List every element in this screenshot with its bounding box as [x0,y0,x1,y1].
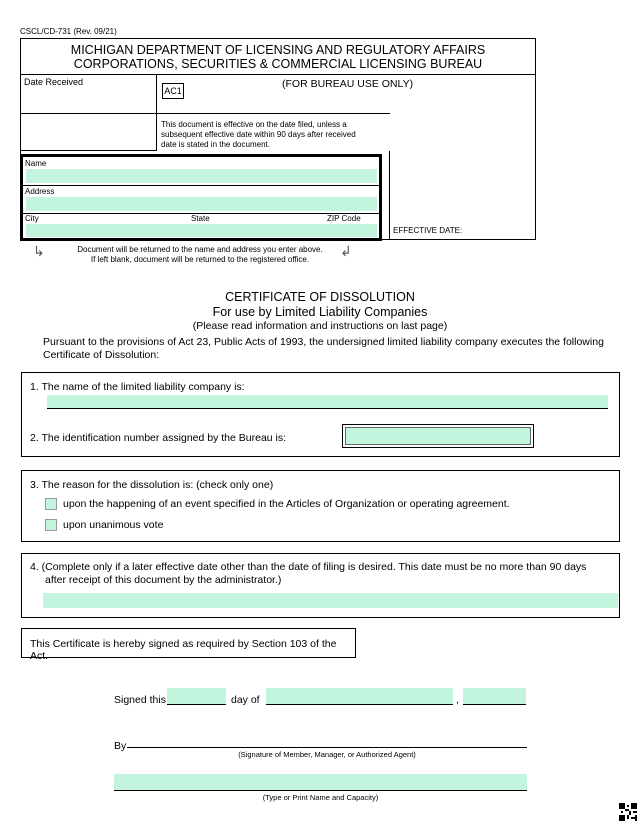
name-label: Name [25,159,47,168]
return-note-line: If left blank, document will be returned to the registered office. [90,255,310,264]
unanimous-vote-label: upon unanimous vote [63,519,164,531]
item-4-line: after receipt of this document by the administrator.) [45,574,282,586]
effective-date-label: EFFECTIVE DATE: [393,226,463,235]
day-input[interactable] [167,688,226,705]
year-input[interactable] [463,688,526,705]
address-label: Address [25,187,55,196]
instructions-note: (Please read information and instructions on last page) [192,320,448,332]
signature-line[interactable] [127,747,527,748]
intro-line: Certificate of Dissolution: [43,349,160,361]
signature-caption: (Signature of Member, Manager, or Authorized Agent) [238,750,416,759]
city-state-zip-input[interactable] [26,224,377,237]
item-3-label: 3. The reason for the dissolution is: (check only one) [30,479,274,491]
intro-line: Pursuant to the provisions of Act 23, Public Acts of 1993, the undersigned limited liability company executes the following [43,336,604,348]
effective-note-line: date is stated in the document. [161,140,270,149]
effective-note-line: subsequent effective date within 90 days after received [161,130,356,139]
print-name-input[interactable] [114,774,527,791]
by-label: By [114,740,127,752]
item-2-label: 2. The identification number assigned by the Bureau is: [30,432,287,444]
unanimous-vote-checkbox[interactable] [45,519,57,531]
print-name-caption: (Type or Print Name and Capacity) [262,793,379,802]
blank-bureau-cell [20,113,157,151]
company-name-input[interactable] [47,395,608,409]
header-line-1: MICHIGAN DEPARTMENT OF LICENSING AND REGULATORY AFFAIRS [70,43,486,57]
signed-this-label: Signed this [114,694,166,706]
header-line-2: CORPORATIONS, SECURITIES & COMMERCIAL LICENSING BUREAU [73,57,483,71]
date-received-cell [20,74,157,114]
city-label: City [25,214,39,223]
address-block [20,154,382,241]
divider [157,113,390,114]
later-effective-date-input[interactable] [43,593,618,608]
form-id: CSCL/CD-731 (Rev. 09/21) [20,27,117,36]
signing-statement: This Certificate is hereby signed as required by Section 103 of the Act. [21,628,356,658]
item-1-label: 1. The name of the limited liability company is: [30,381,245,393]
date-received-label: Date Received [24,77,84,87]
qr-code-icon [619,803,637,821]
address-input[interactable] [26,197,377,211]
section-3 [21,470,620,542]
effective-note-line: This document is effective on the date filed, unless a [161,120,347,129]
curved-arrow-left-icon: ↳ [33,243,45,259]
section-4 [21,553,620,618]
curved-arrow-right-icon: ↲ [340,243,352,259]
name-input[interactable] [26,169,377,183]
divider [23,185,379,186]
effective-note [161,120,356,150]
month-input[interactable] [266,688,453,705]
title-block [0,290,640,333]
return-note [60,245,340,265]
intro-paragraph [43,336,623,362]
zip-label: ZIP Code [327,214,361,223]
page-title: CERTIFICATE OF DISSOLUTION [225,290,415,304]
state-label: State [191,214,210,223]
comma: , [456,694,459,706]
section-1-2 [21,372,620,457]
id-number-box [342,424,534,448]
event-checkbox[interactable] [45,498,57,510]
item-4-line: 4. (Complete only if a later effective date other than the date of filing is desired. This date must be no more than 90 days [30,561,587,573]
id-number-input[interactable] [345,427,531,445]
event-option-label: upon the happening of an event specified in the Articles of Organization or operating agreement. [63,498,510,510]
day-of-label: day of [231,694,260,706]
return-note-line: Document will be returned to the name and address you enter above. [77,245,323,254]
header-box [20,38,536,75]
bureau-use-label: (FOR BUREAU USE ONLY) [282,78,414,90]
ac1-box: AC1 [162,83,184,99]
divider [389,151,390,240]
item-4-label [30,561,586,587]
page-subtitle: For use by Limited Liability Companies [212,305,428,319]
